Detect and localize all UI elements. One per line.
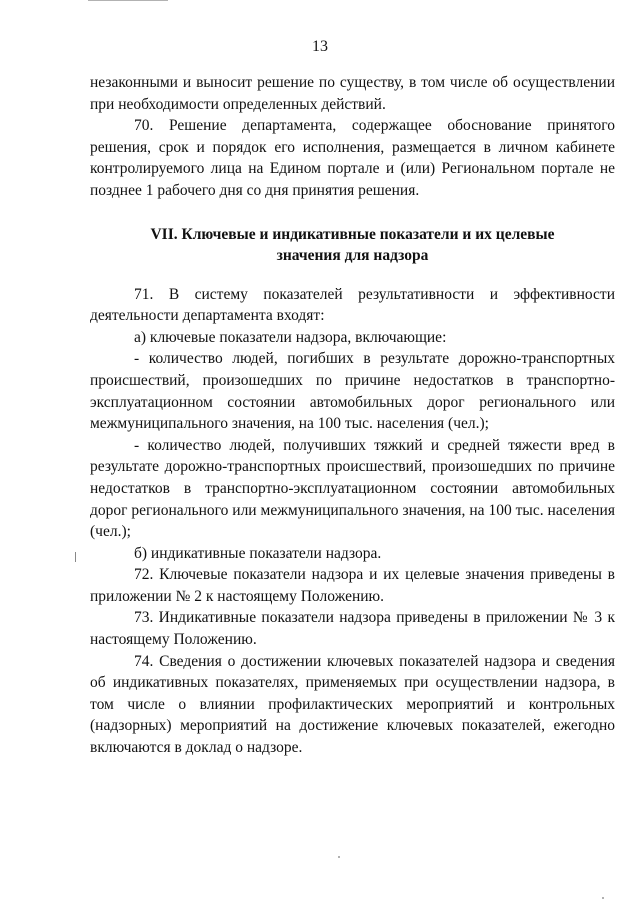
- scan-dot: [338, 856, 340, 858]
- scan-dot: [602, 897, 604, 899]
- paragraph-71: 71. В систему показателей результативности и эффективности деятельности департамента входят:: [90, 285, 615, 325]
- margin-mark: [75, 552, 76, 562]
- item-a-bullet-2: - количество людей, получивших тяжкий и средней тяжести вред в результате дорожно-транспортных происшествий, произошедших по причине недостатков в транспортно-эксплуатационном состоянии автомобильных дорог регионального или межмуниципального значения, на 100 тыс. населения (чел.);: [90, 436, 615, 541]
- scan-artifact: [88, 0, 168, 4]
- section-heading: VII. Ключевые и индикативные показатели и их целевые значения для надзора: [150, 225, 555, 264]
- paragraph-70: 70. Решение департамента, содержащее обоснование принятого решения, срок и порядок его исполнения, размещается в личном кабинете контролируемого лица на Едином портале и (или) Региональном портале не позднее 1 рабочего дня со дня принятия решения.: [90, 117, 615, 199]
- document-body: [90, 72, 615, 759]
- paragraph-72: 72. Ключевые показатели надзора и их целевые значения приведены в приложении № 2 к настоящему Положению.: [90, 566, 615, 605]
- paragraph-74: 74. Сведения о достижении ключевых показателей надзора и сведения об индикативных показателях, применяемых при осуществлении надзора, в том числе о влиянии профилактических мероприятий и контрольных (надзорных) мероприятий на достижение ключевых показателей, ежегодно включаются в доклад о надзоре.: [90, 652, 615, 757]
- paragraph-73: 73. Индикативные показатели надзора приведены в приложении № 3 к настоящему Положению.: [90, 609, 615, 649]
- item-b: б) индикативные показатели надзора.: [134, 544, 382, 562]
- paragraph-continuation: незаконными и выносит решение по существу, в том числе об осуществлении при необходимости определенных действий.: [90, 74, 615, 113]
- item-a-bullet-1: - количество людей, погибших в результате дорожно-транспортных происшествий, произошедших по причине недостатков в транспортно-эксплуатационном состоянии автомобильных дорог регионального или межмуниципального значения, на 100 тыс. населения (чел.);: [90, 350, 615, 433]
- item-a: а) ключевые показатели надзора, включающие:: [134, 328, 447, 346]
- page-number: 13: [312, 38, 328, 55]
